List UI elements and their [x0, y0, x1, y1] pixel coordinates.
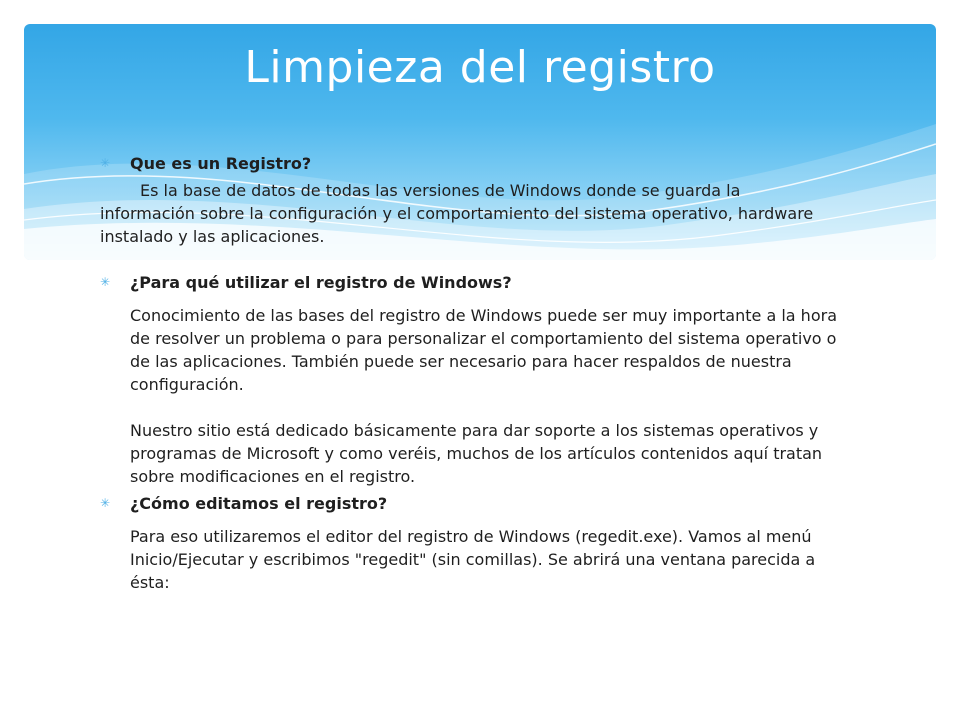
- slide-content: [100, 152, 840, 594]
- asterisk-icon: ✳: [100, 275, 111, 289]
- slide-title: Limpieza del registro: [244, 42, 716, 93]
- asterisk-icon: ✳: [100, 496, 111, 510]
- question-heading: ¿Cómo editamos el registro?: [130, 494, 388, 513]
- asterisk-icon: ✳: [100, 156, 111, 170]
- question-heading: Que es un Registro?: [130, 154, 312, 173]
- paragraph: Conocimiento de las bases del registro de Windows puede ser muy importante a la hora de resolver un problema o para personalizar el comportamiento del sistema operativo o de las aplicaciones. También puede ser necesario para hacer respaldos de nuestra configuración.: [130, 306, 837, 394]
- bullet-item-para-que: [100, 271, 840, 488]
- bullet-item-como-editamos: [100, 492, 840, 594]
- paragraph: Para eso utilizaremos el editor del registro de Windows (regedit.exe). Vamos al menú Inicio/Ejecutar y escribimos "regedit" (sin comillas). Se abrirá una ventana parecida a ésta:: [130, 527, 816, 592]
- paragraph: Nuestro sitio está dedicado básicamente para dar soporte a los sistemas operativos y programas de Microsoft y como veréis, muchos de los artículos contenidos aquí tratan sobre modificaciones en el registro.: [130, 421, 823, 486]
- bullet-item-que-es: [100, 152, 840, 175]
- paragraph: Es la base de datos de todas las versiones de Windows donde se guarda la información sobre la configuración y el comportamiento del sistema operativo, hardware instalado y las aplicaciones.: [100, 181, 814, 246]
- question-heading: ¿Para qué utilizar el registro de Windows?: [130, 273, 512, 292]
